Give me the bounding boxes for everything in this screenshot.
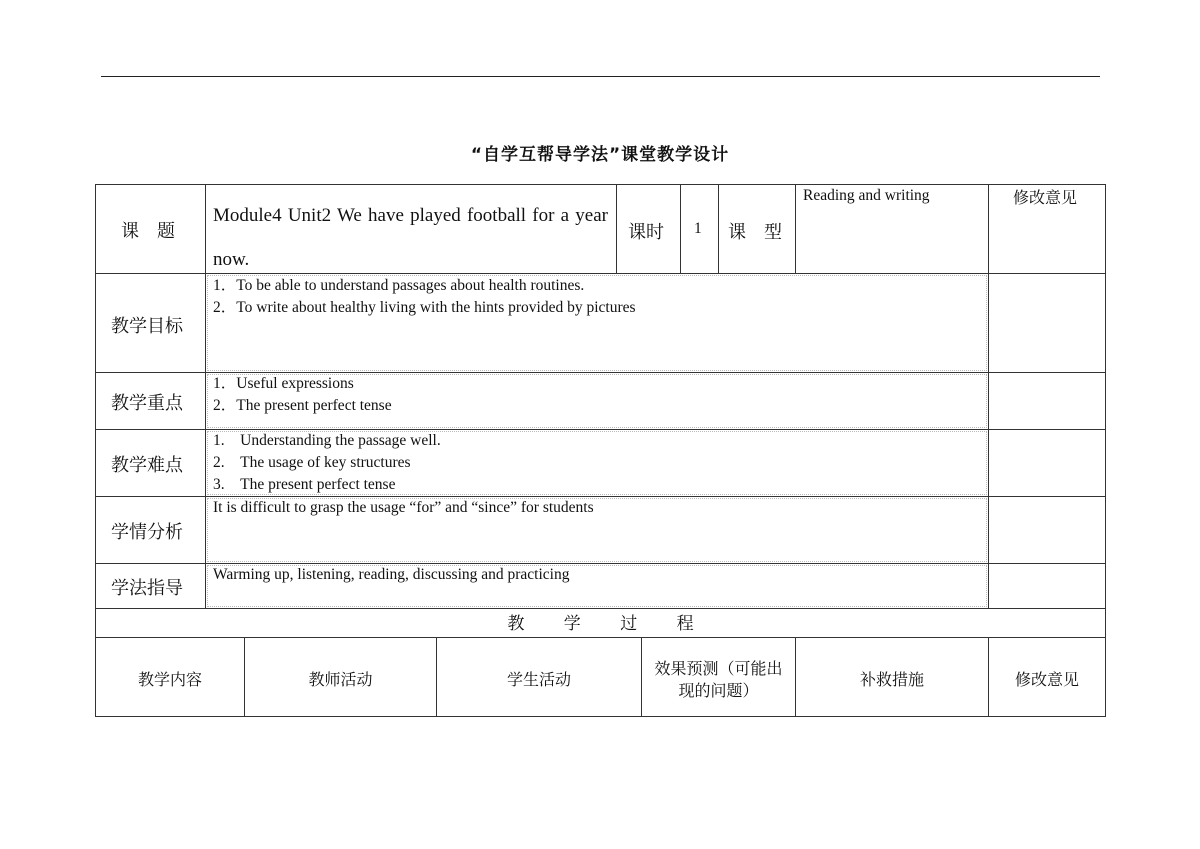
row-method-line: Warming up, listening, reading, discussing and practicing [213, 566, 570, 583]
row-key-points-line: 1．Useful expressions [213, 375, 354, 392]
process-header-remedy: 补救措施 [859, 670, 924, 689]
row-objectives-line: 2．To write about healthy living with the hints provided by pictures [213, 299, 636, 316]
type-value: Reading and writing [803, 187, 930, 204]
type-label: 课 型 [728, 222, 782, 243]
row-objectives-label: 教学目标 [111, 316, 183, 337]
process-header-teacher: 教师活动 [308, 670, 373, 689]
process-header-revision: 修改意见 [1014, 670, 1079, 689]
process-header-effect-line1: 效果预测（可能出 [654, 659, 783, 678]
topic-label: 课 题 [121, 221, 175, 242]
row-difficulties-line: 1. Understanding the passage well. [213, 432, 441, 449]
document-title: “自学互帮导学法”课堂教学设计 [470, 145, 730, 165]
row-key-points-label: 教学重点 [111, 393, 183, 414]
topic-value: Module4 Unit2 We have played football for a year now. [213, 205, 608, 270]
row-difficulties-line: 2. The usage of key structures [213, 454, 411, 471]
row-difficulties-line: 3. The present perfect tense [213, 476, 396, 493]
row-analysis-line: It is difficult to grasp the usage “for” and “since” for students [213, 499, 594, 516]
revision-label: 修改意见 [1013, 188, 1078, 207]
process-title: 教 学 过 程 [507, 614, 694, 634]
row-key-points-line: 2．The present perfect tense [213, 397, 392, 414]
process-header-content: 教学内容 [137, 670, 202, 689]
row-analysis-label: 学情分析 [111, 522, 183, 543]
period-value: 1 [694, 220, 702, 237]
row-difficulties-label: 教学难点 [111, 455, 183, 476]
row-method-label: 学法指导 [111, 578, 183, 599]
period-label: 课时 [628, 222, 664, 243]
header-rule [101, 76, 1100, 77]
process-header-effect-line2: 现的问题） [678, 681, 759, 700]
row-objectives-line: 1．To be able to understand passages about health routines. [213, 277, 585, 294]
process-header-student: 学生活动 [506, 670, 571, 689]
